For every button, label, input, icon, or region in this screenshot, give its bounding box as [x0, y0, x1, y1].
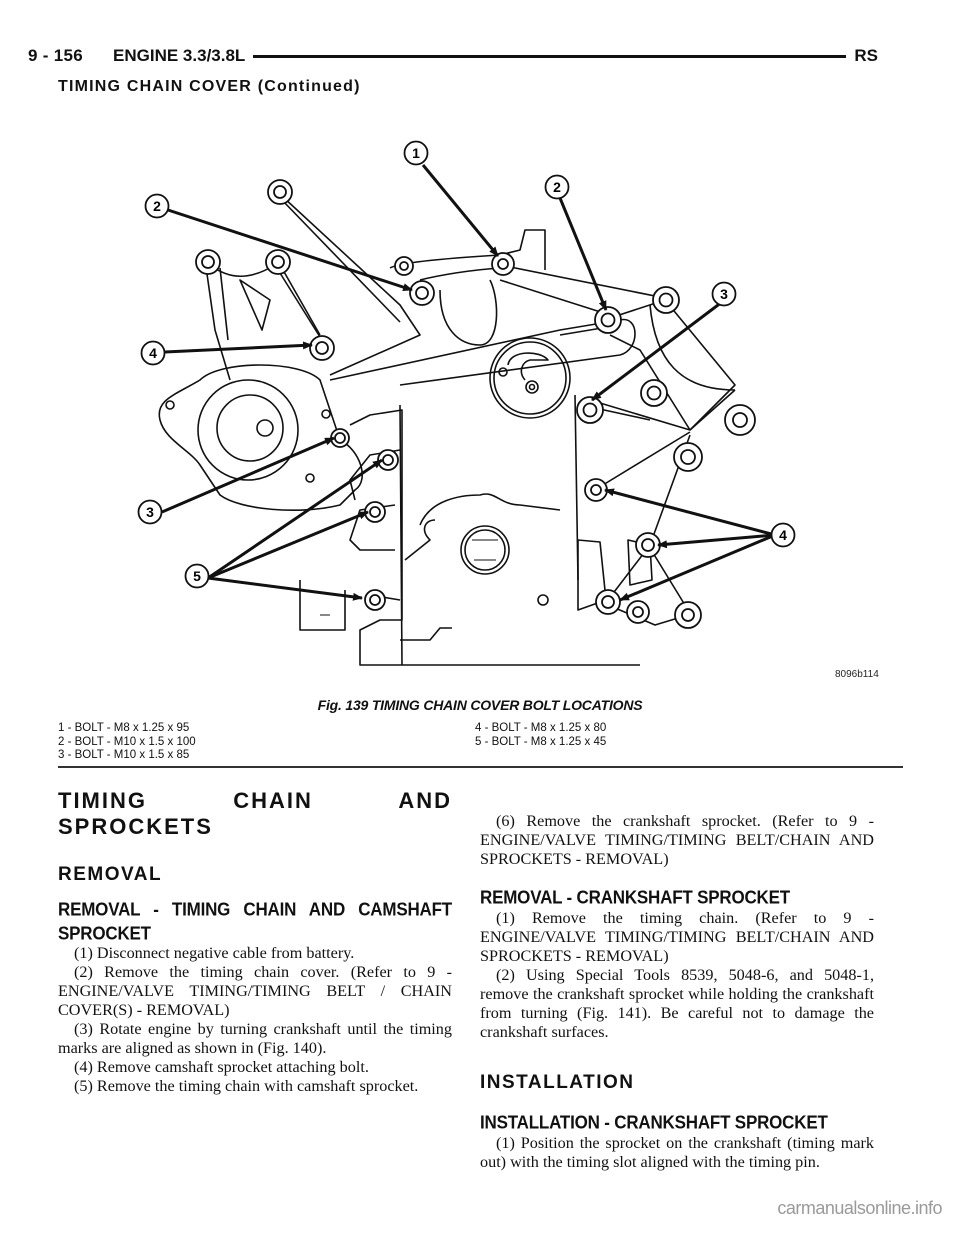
- svg-text:3: 3: [146, 504, 154, 520]
- legend-item: 2 - BOLT - M10 x 1.5 x 100: [58, 735, 196, 748]
- figure-code: 8096b114: [835, 669, 879, 680]
- svg-text:4: 4: [149, 345, 157, 361]
- removal-step-1: (1) Disconnect negative cable from battery.: [74, 944, 355, 962]
- figure-legend-left: [58, 722, 196, 763]
- svg-text:2: 2: [553, 179, 561, 195]
- page-header: [28, 44, 878, 68]
- crank-removal-step-1: (1) Remove the timing chain. (Refer to 9 - ENGINE/VALVE TIMING/TIMING BELT/CHAIN AND SPROCKETS - REMOVAL): [480, 909, 874, 965]
- continued-section-title: TIMING CHAIN COVER (Continued): [58, 78, 361, 95]
- legend-item: 5 - BOLT - M8 x 1.25 x 45: [475, 735, 607, 748]
- removal-step-5: (5) Remove the timing chain with camshaft sprocket.: [74, 1077, 419, 1095]
- callout-4-left: [142, 342, 165, 365]
- svg-text:1: 1: [412, 145, 420, 161]
- removal-step-2: (2) Remove the timing chain cover. (Refer to 9 - ENGINE/VALVE TIMING/TIMING BELT / CHAIN COVER(S) - REMOVAL): [58, 963, 452, 1019]
- figure-caption: Fig. 139 TIMING CHAIN COVER BOLT LOCATIONS: [317, 697, 643, 713]
- timing-chain-cover-illustration: [120, 140, 910, 680]
- svg-text:5: 5: [193, 568, 201, 584]
- legend-item: 3 - BOLT - M10 x 1.5 x 85: [58, 749, 190, 761]
- legend-item: 1 - BOLT - M8 x 1.25 x 95: [58, 722, 190, 734]
- heading-removal: REMOVAL: [58, 864, 163, 885]
- model-code: RS: [854, 46, 878, 65]
- heading-installation: INSTALLATION: [480, 1072, 635, 1093]
- header-rule: [253, 55, 846, 58]
- heading-removal-crankshaft-sprocket: REMOVAL - CRANKSHAFT SPROCKET: [480, 887, 790, 908]
- callout-5: [186, 565, 209, 588]
- heading-removal-timing-chain-camshaft: REMOVAL - TIMING CHAIN AND CAMSHAFT SPROCKET: [58, 899, 452, 944]
- svg-text:3: 3: [720, 286, 728, 302]
- right-column: [480, 782, 874, 1172]
- watermark: carmanualsonline.info: [777, 1198, 942, 1218]
- callout-3-right: [713, 283, 736, 306]
- legend-item: 4 - BOLT - M8 x 1.25 x 80: [475, 722, 607, 734]
- removal-step-3: (3) Rotate engine by turning crankshaft until the timing marks are aligned as shown in (Fig. 140).: [58, 1020, 452, 1057]
- callout-1: [405, 142, 428, 165]
- bolt-locations-figure: [120, 140, 910, 680]
- callout-3-left: [139, 501, 162, 524]
- heading-installation-crankshaft-sprocket: INSTALLATION - CRANKSHAFT SPROCKET: [480, 1112, 828, 1133]
- crank-removal-step-2: (2) Using Special Tools 8539, 5048-6, and 5048-1, remove the crankshaft sprocket while holding the crankshaft from turning (Fig. 141). Be careful not to damage the crankshaft surfaces.: [480, 966, 874, 1041]
- callout-4-right: [772, 524, 795, 547]
- left-column: [58, 782, 452, 1096]
- removal-step-6: (6) Remove the crankshaft sprocket. (Refer to 9 - ENGINE/VALVE TIMING/TIMING BELT/CHAIN AND SPROCKETS - REMOVAL): [480, 812, 874, 868]
- heading-timing-chain-sprockets: TIMING CHAIN AND SPROCKETS: [58, 788, 452, 839]
- manual-section-title: ENGINE 3.3/3.8L: [113, 46, 246, 65]
- removal-step-4: (4) Remove camshaft sprocket attaching bolt.: [74, 1058, 369, 1076]
- svg-text:2: 2: [153, 198, 161, 214]
- page-number: 9 - 156: [28, 46, 84, 65]
- legend-divider: [58, 766, 903, 768]
- crank-install-step-1: (1) Position the sprocket on the crankshaft (timing mark out) with the timing slot aligned with the timing pin.: [480, 1134, 874, 1171]
- callout-2-left: [146, 195, 169, 218]
- svg-text:4: 4: [779, 527, 787, 543]
- figure-legend-right: [475, 722, 606, 749]
- callout-2-right: [546, 176, 569, 199]
